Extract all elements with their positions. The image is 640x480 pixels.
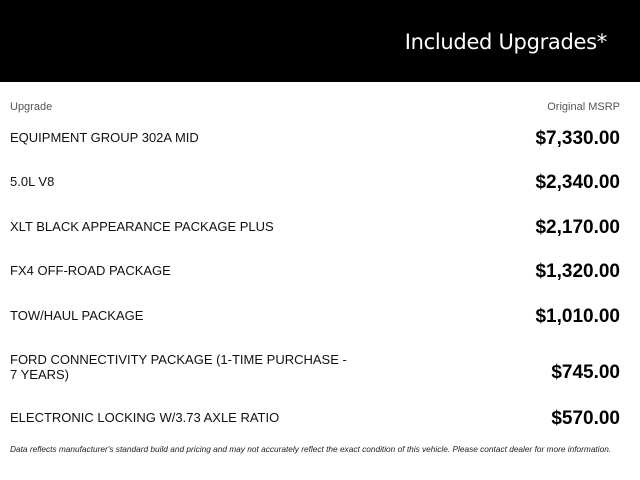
page-title: Included Upgrades*: [404, 30, 607, 54]
list-item: [0, 302, 640, 346]
upgrade-name: XLT BLACK APPEARANCE PACKAGE PLUS: [10, 218, 274, 234]
header-bar: [0, 0, 640, 82]
upgrade-name: EQUIPMENT GROUP 302A MID: [10, 130, 199, 145]
upgrade-name: FX4 OFF-ROAD PACKAGE: [10, 263, 171, 279]
upgrade-price: $745.00: [551, 361, 620, 383]
upgrades-list: [0, 124, 640, 448]
list-item: [0, 168, 640, 212]
upgrade-price: $1,320.00: [535, 261, 620, 283]
msrp-column-header: Original MSRP: [547, 101, 620, 113]
disclaimer-note: Data reflects manufacturer's standard build and pricing and may not accurately reflect the exact condition of this vehicle. Please contact dealer for more information.: [10, 444, 612, 454]
upgrade-price: $1,010.00: [535, 305, 620, 327]
list-item: [0, 124, 640, 168]
column-headers: [0, 82, 640, 113]
list-item: [0, 257, 640, 301]
upgrade-name: 5.0L V8: [10, 174, 55, 190]
upgrade-column-header: Upgrade: [10, 101, 53, 113]
upgrade-name: ELECTRONIC LOCKING W/3.73 AXLE RATIO: [10, 409, 280, 425]
upgrade-name: FORD CONNECTIVITY PACKAGE (1-TIME PURCHASE - 7 YEARS): [10, 351, 347, 382]
list-item: [0, 213, 640, 257]
upgrade-name: TOW/HAUL PACKAGE: [10, 307, 144, 323]
upgrade-price: $7,330.00: [535, 128, 620, 149]
upgrade-price: $570.00: [551, 407, 620, 429]
upgrade-price: $2,340.00: [535, 172, 620, 194]
list-item: [0, 346, 640, 404]
upgrade-price: $2,170.00: [535, 216, 620, 238]
list-item: [0, 404, 640, 448]
